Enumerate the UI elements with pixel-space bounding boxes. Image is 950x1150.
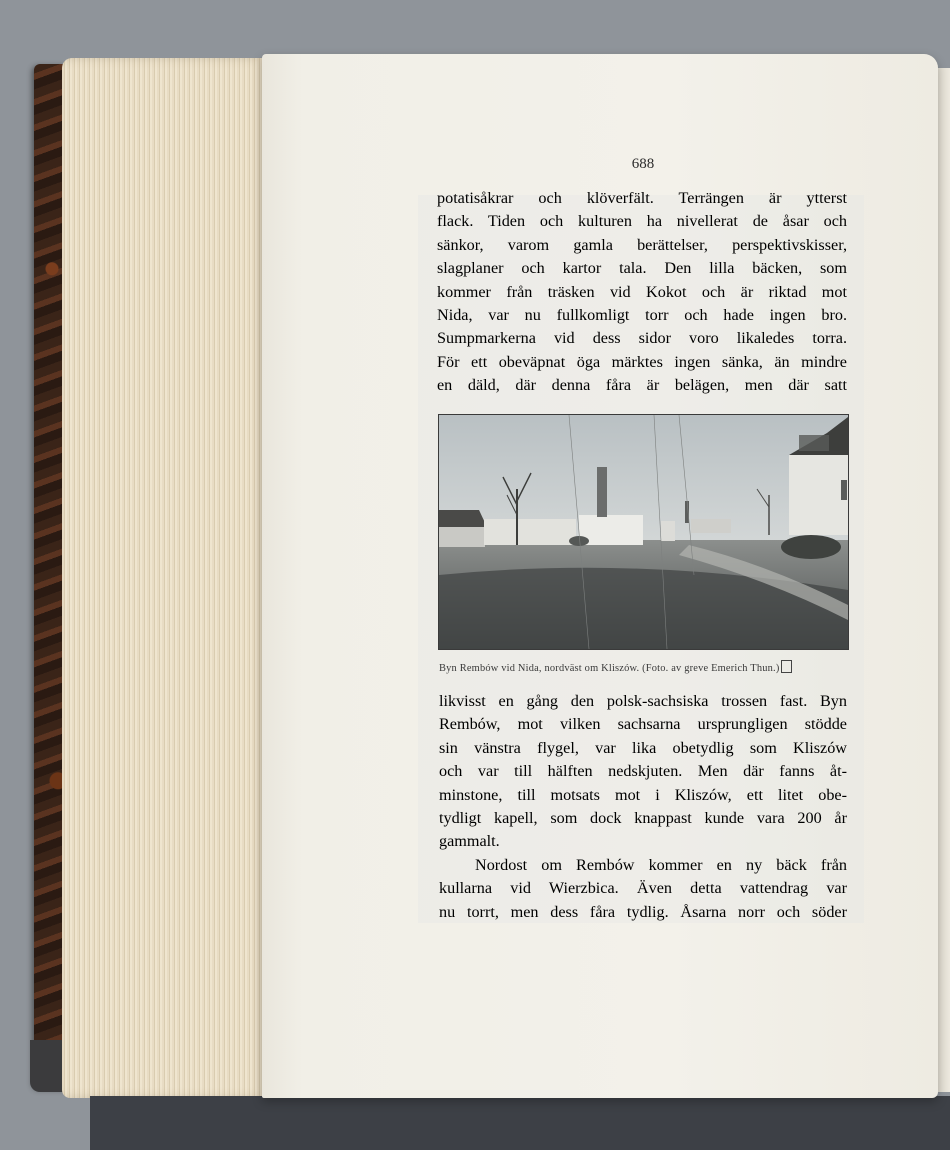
print-mark-icon bbox=[781, 660, 792, 673]
paragraph-top bbox=[437, 187, 847, 398]
text-line: Nordost om Rembów kommer en ny bäck från bbox=[475, 855, 847, 874]
table-shadow bbox=[90, 1096, 950, 1150]
photo-caption bbox=[439, 660, 855, 674]
photo-illustration bbox=[439, 415, 848, 649]
text-line: Sumpmarkerna vid dess sidor voro likaledes torra. bbox=[437, 329, 847, 348]
text-line: Nida, var nu fullkomligt torr och hade ingen bro. bbox=[437, 306, 847, 325]
text-line: gammalt. bbox=[439, 832, 500, 851]
text-line: sänkor, varom gamla berättelser, perspektivskisser, bbox=[437, 235, 847, 254]
text-line: nu torrt, men dess fåra tydlig. Åsarna norr och söder bbox=[439, 902, 847, 921]
text-line: tydligt kapell, som dock knappast kunde vara 200 år bbox=[439, 809, 847, 828]
page-block bbox=[62, 58, 268, 1098]
text-line: minstone, till motsats mot i Kliszów, ett litet obe- bbox=[439, 785, 847, 804]
paragraph-bottom bbox=[439, 690, 847, 924]
text-line: likvisst en gång den polsk-sachsiska trossen fast. Byn bbox=[439, 692, 847, 710]
text-line: en däld, där denna fåra är belägen, men där satt bbox=[437, 376, 847, 395]
text-line: kullarna vid Wierzbica. Även detta vattendrag var bbox=[439, 879, 847, 898]
village-photo bbox=[438, 414, 849, 650]
text-line: sin vänstra flygel, var lika obetydlig som Kliszów bbox=[439, 738, 847, 757]
text-line: och var till hälften nedskjuten. Men där fanns åt- bbox=[439, 762, 847, 781]
text-line: potatisåkrar och klöverfält. Terrängen är ytterst bbox=[437, 189, 847, 207]
caption-text: Byn Rembów vid Nida, nordväst om Kliszów. (Foto. av greve Emerich Thun.) bbox=[439, 663, 780, 674]
text-line: slagplaner och kartor tala. Den lilla bäcken, som bbox=[437, 259, 847, 278]
page-number: 688 bbox=[631, 156, 655, 172]
text-line: För ett obeväpnat öga märktes ingen sänka, än mindre bbox=[437, 352, 847, 371]
text-line: Rembów, mot vilken sachsarna ursprungligen stödde bbox=[439, 715, 847, 734]
text-line: flack. Tiden och kulturen ha nivellerat de åsar och bbox=[437, 212, 847, 231]
paragraph-text bbox=[437, 187, 847, 398]
text-line: kommer från träsken vid Kokot och är riktad mot bbox=[437, 282, 847, 301]
paragraph-text bbox=[439, 690, 847, 854]
paragraph-text bbox=[439, 854, 847, 924]
